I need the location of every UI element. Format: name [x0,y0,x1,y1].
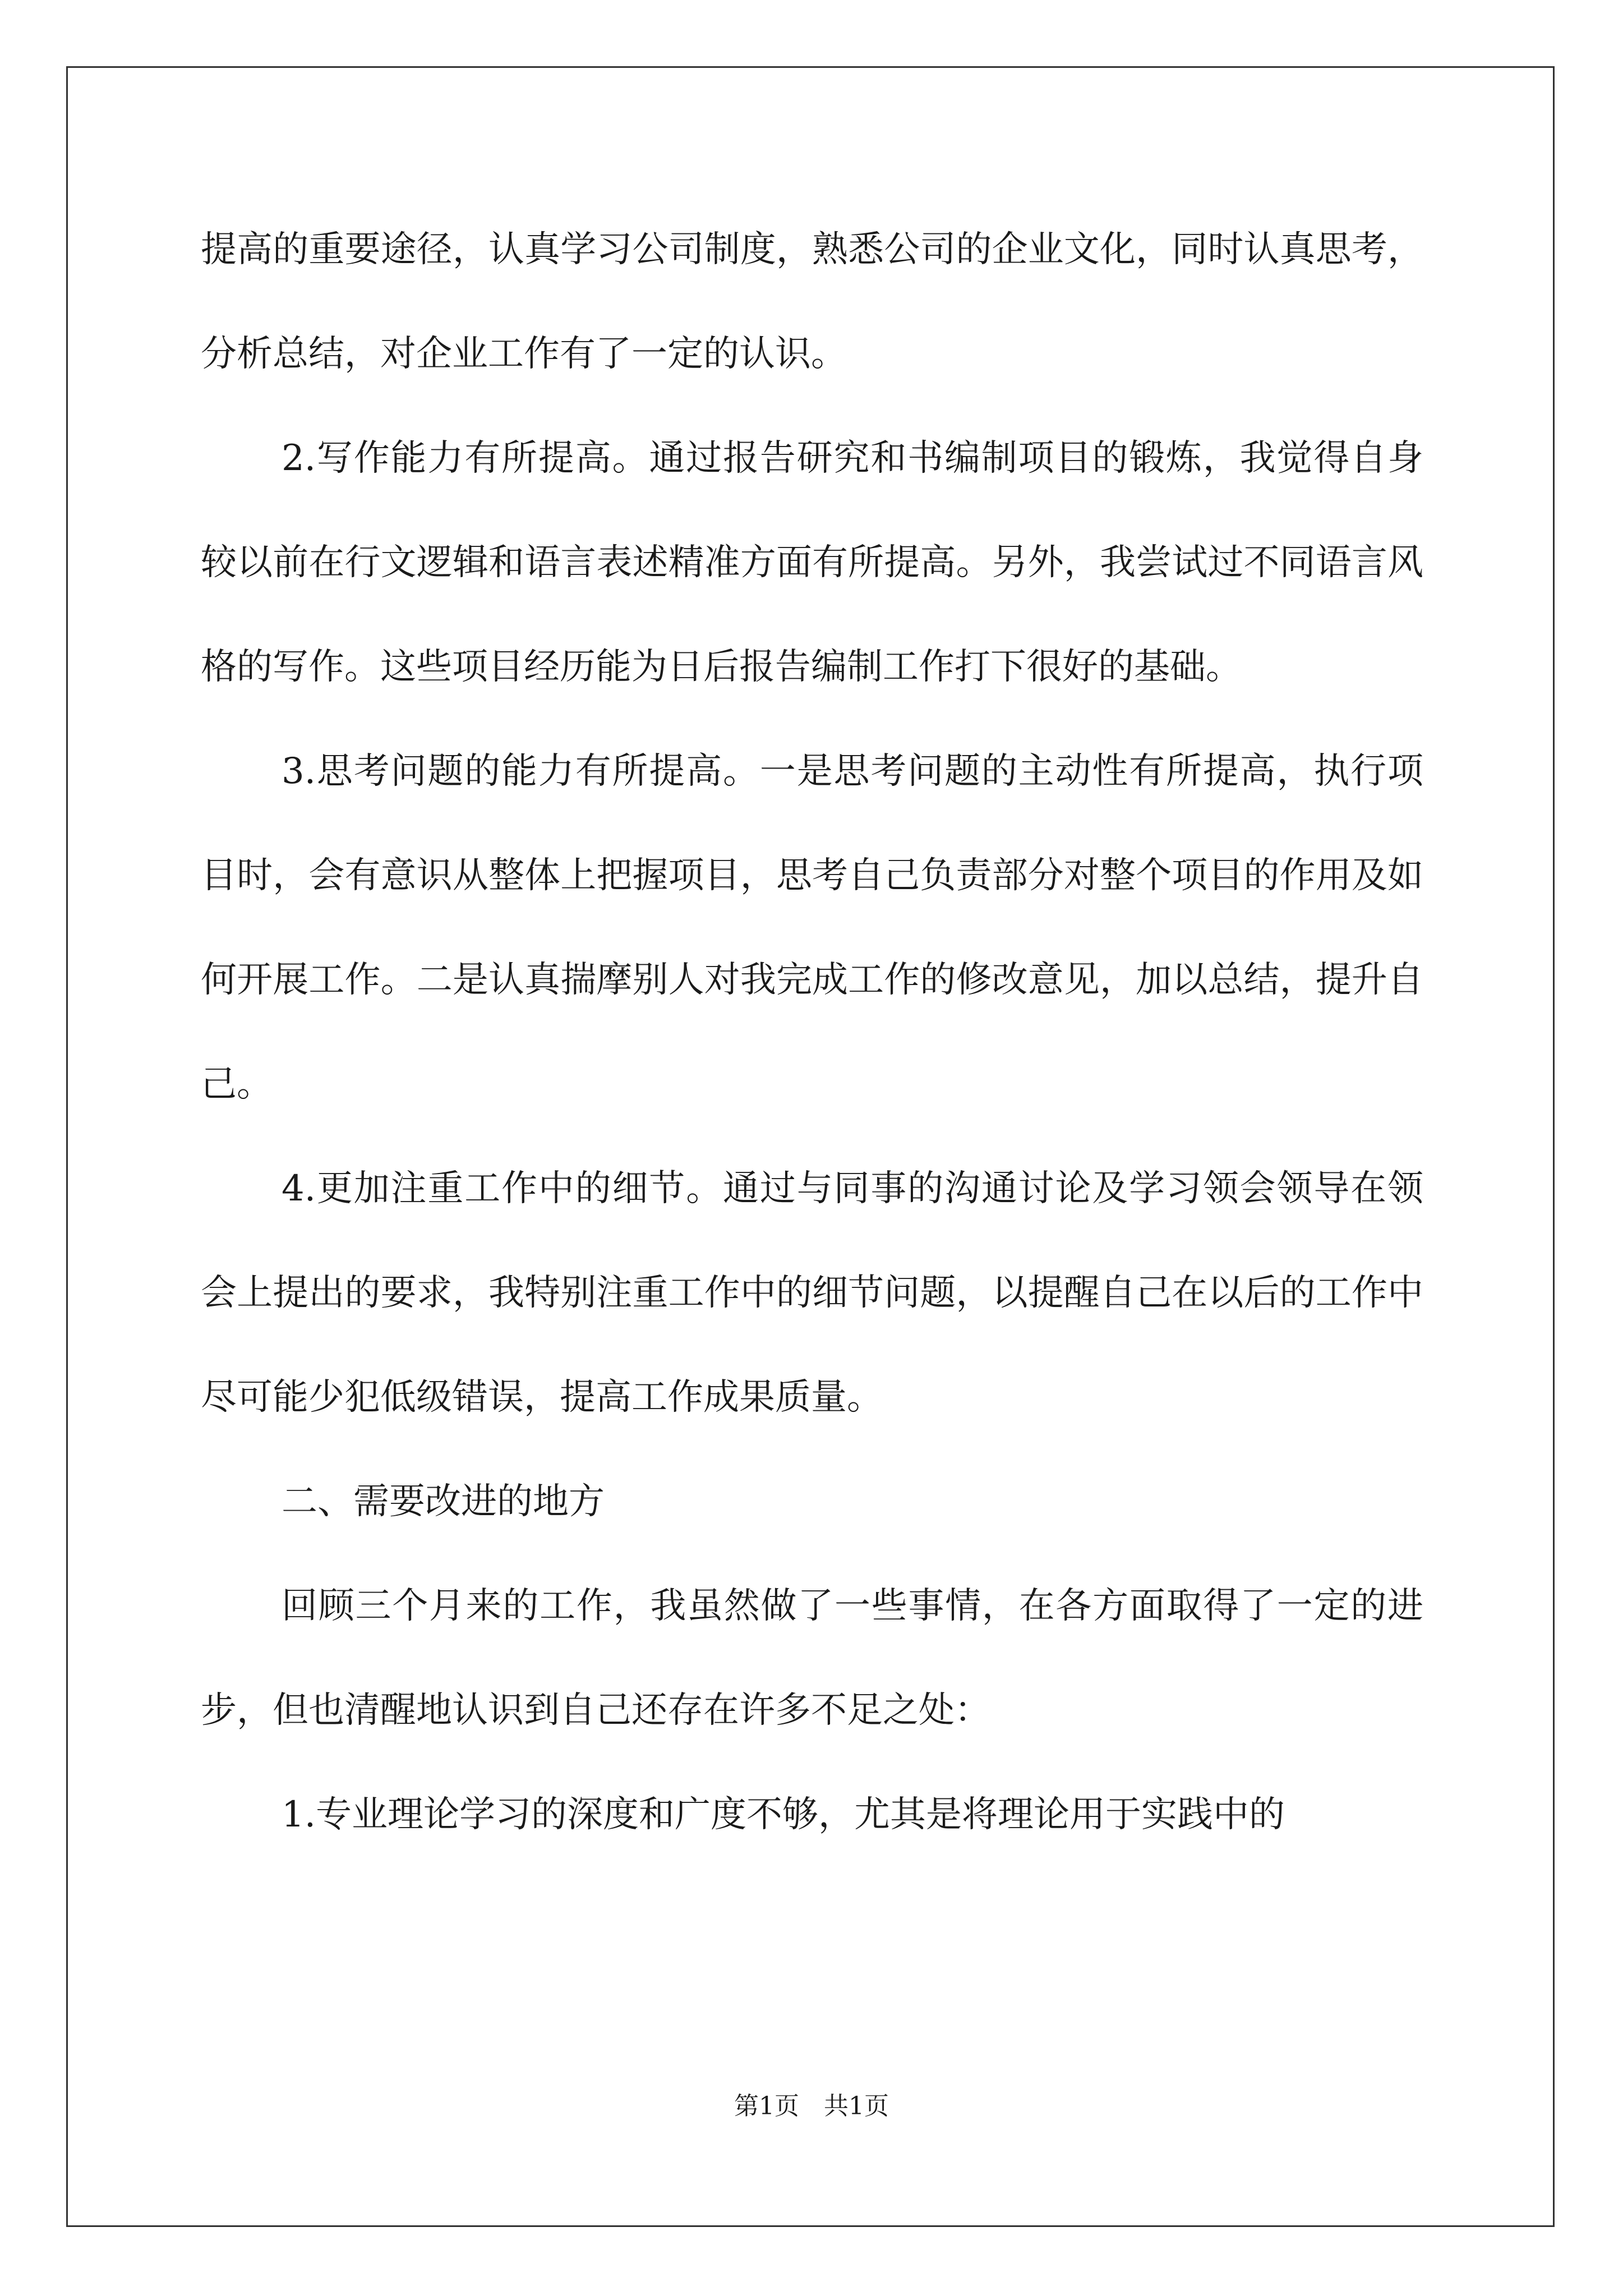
paragraph-4: 4.更加注重工作中的细节。通过与同事的沟通讨论及学习领会领导在领会上提出的要求，我特别注重工作中的细节问题，以提醒自己在以后的工作中尽可能少犯低级错误，提高工作成果质量。 [201,1168,1423,1418]
paragraph-2: 2.写作能力有所提高。通过报告研究和书编制项目的锻炼，我觉得自身较以前在行文逻辑和语言表述精准方面有所提高。另外，我尝试过不同语言风格的写作。这些项目经历能为日后报告编制工作打下很好的基础。 [201,438,1423,688]
paragraph-1: 提高的重要途径，认真学习公司制度，熟悉公司的企业文化，同时认真思考，分析总结，对企业工作有了一定的认识。 [201,229,1423,375]
paragraph-6: 1.专业理论学习的深度和广度不够，尤其是将理论用于实践中的 [282,1794,1285,1835]
page-number-footer: 第1页 共1页 [734,2092,889,2120]
document-body [201,197,1423,1867]
paragraph-5: 回顾三个月来的工作，我虽然做了一些事情，在各方面取得了一定的进步，但也清醒地认识到自己还存在许多不足之处： [201,1585,1423,1731]
paragraph-3: 3.思考问题的能力有所提高。一是思考问题的主动性有所提高，执行项目时，会有意识从整体上把握项目，思考自己负责部分对整个项目的作用及如何开展工作。二是认真揣摩别人对我完成工作的修改意见，加以总结，提升自己。 [201,751,1423,1105]
section-heading: 二、需要改进的地方 [282,1481,605,1522]
